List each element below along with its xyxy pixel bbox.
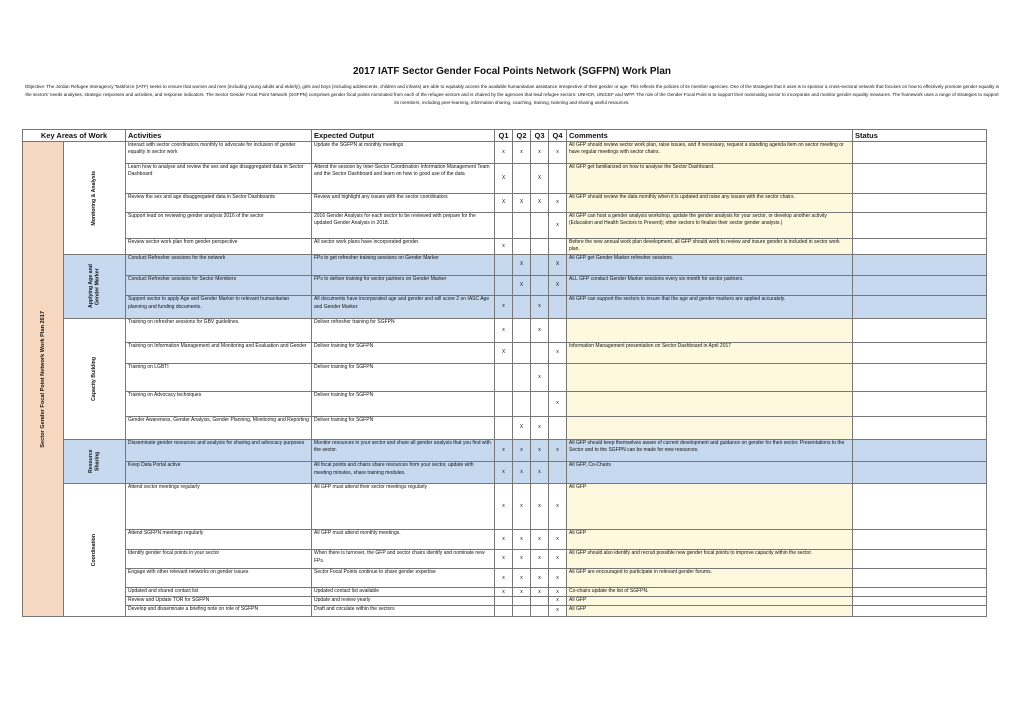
- activity-cell: Gender Awareness, Gender Analysis, Gender Planning, Monitoring and Reporting: [126, 416, 312, 439]
- expected-output-cell: FPs to deliver training for sector partners on Gender Marker: [312, 276, 495, 296]
- header-q2: Q2: [513, 130, 531, 142]
- table-row: [23, 164, 987, 194]
- table-row: [23, 597, 987, 605]
- expected-output-cell: When there is turnover, the GFP and sector chairs identify and nominate new FPs.: [312, 550, 495, 569]
- table-row: [23, 462, 987, 484]
- q1-mark-cell: X: [495, 164, 513, 194]
- plan-label-cell: [23, 142, 64, 617]
- q3-mark-cell: [531, 343, 549, 364]
- expected-output-cell: FPs to get refresher training sessions on Gender Marker: [312, 254, 495, 275]
- work-plan-table: [22, 129, 987, 617]
- expected-output-cell: Deliver training for SGFPN: [312, 343, 495, 364]
- table-row: [23, 364, 987, 392]
- q2-mark-cell: x: [513, 569, 531, 588]
- q2-mark-cell: [513, 318, 531, 342]
- q2-mark-cell: X: [513, 416, 531, 439]
- table-row: [23, 318, 987, 342]
- q1-mark-cell: X: [495, 194, 513, 213]
- key-area-cell: [64, 439, 126, 483]
- status-cell: [853, 439, 987, 462]
- q3-mark-cell: x: [531, 142, 549, 164]
- activity-cell: Conduct Refresher sessions for the network: [126, 254, 312, 275]
- key-area-label: Applying Age and Gender Marker: [88, 264, 101, 309]
- status-cell: [853, 597, 987, 605]
- q3-mark-cell: [531, 276, 549, 296]
- expected-output-cell: Review and highlight any issues with the sector coordinators: [312, 194, 495, 213]
- q1-mark-cell: [495, 213, 513, 239]
- table-row: [23, 569, 987, 588]
- status-cell: [853, 483, 987, 529]
- q4-mark-cell: x: [549, 343, 567, 364]
- q1-mark-cell: [495, 605, 513, 616]
- comment-cell: All GFP, Co-Chairs: [567, 462, 853, 484]
- comment-cell: All GFP: [567, 530, 853, 550]
- q4-mark-cell: X: [549, 254, 567, 275]
- document-title: 2017 IATF Sector Gender Focal Points Network (SGFPN) Work Plan: [352, 66, 672, 77]
- q2-mark-cell: X: [513, 276, 531, 296]
- comment-cell: All GFP should also identify and recruit possible new gender focal points to improve capacity within the sector.: [567, 550, 853, 569]
- q1-mark-cell: [495, 276, 513, 296]
- comment-cell: All GFP get familiarized on how to analyse the Sector Dashboard.: [567, 164, 853, 194]
- activity-cell: Training on refresher sessions for GBV guidelines.: [126, 318, 312, 342]
- status-cell: [853, 462, 987, 484]
- activity-cell: Disseminate gender resources and analysis for sharing and advocacy purposes: [126, 439, 312, 462]
- plan-label: Sector Gender Focal Point Network Work Plan 2017: [39, 310, 46, 448]
- activity-cell: Support sector to apply Age and Gender Marker to relevant humanitarian planning and funding documents.: [126, 296, 312, 318]
- q1-mark-cell: x: [495, 239, 513, 255]
- status-cell: [853, 416, 987, 439]
- expected-output-cell: Deliver training for SGFPN: [312, 364, 495, 392]
- q1-mark-cell: [495, 364, 513, 392]
- q2-mark-cell: x: [513, 142, 531, 164]
- table-row: [23, 343, 987, 364]
- expected-output-cell: Updated contact list available: [312, 588, 495, 597]
- q2-mark-cell: x: [513, 550, 531, 569]
- q3-mark-cell: X: [531, 194, 549, 213]
- comment-cell: All GFP: [567, 597, 853, 605]
- q2-mark-cell: x: [513, 483, 531, 529]
- comment-cell: All GFP can support the sectors to insure that the age and gender markers are applied accurately.: [567, 296, 853, 318]
- q3-mark-cell: x: [531, 569, 549, 588]
- key-area-label: Resource Sharing: [88, 449, 101, 474]
- table-row: [23, 142, 987, 164]
- activity-cell: Develop and disseminate a briefing note on role of SGFPN: [126, 605, 312, 616]
- q3-mark-cell: x: [531, 550, 549, 569]
- key-area-label: Monitoring & Analysis: [91, 170, 98, 226]
- q1-mark-cell: [495, 597, 513, 605]
- q4-mark-cell: [549, 462, 567, 484]
- table-row: [23, 416, 987, 439]
- q2-mark-cell: [513, 597, 531, 605]
- table-row: [23, 550, 987, 569]
- header-expected-output: Expected Output: [312, 130, 495, 142]
- expected-output-cell: Update and review yearly: [312, 597, 495, 605]
- q4-mark-cell: [549, 296, 567, 318]
- q3-mark-cell: X: [531, 164, 549, 194]
- expected-output-cell: Update the SGFPN at monthly meetings: [312, 142, 495, 164]
- q1-mark-cell: [495, 254, 513, 275]
- activity-cell: Identify gender focal points in your sector: [126, 550, 312, 569]
- comment-cell: All GFP: [567, 605, 853, 616]
- comment-cell: Information Management presentation on Sector Dashboard in April 2017: [567, 343, 853, 364]
- q4-mark-cell: x: [549, 194, 567, 213]
- q4-mark-cell: [549, 416, 567, 439]
- q1-mark-cell: x: [495, 318, 513, 342]
- q1-mark-cell: x: [495, 142, 513, 164]
- status-cell: [853, 296, 987, 318]
- status-cell: [853, 142, 987, 164]
- q1-mark-cell: x: [495, 569, 513, 588]
- q2-mark-cell: [513, 239, 531, 255]
- q1-mark-cell: x: [495, 550, 513, 569]
- comment-cell: All GFP should keep themselves aware of current development and guidance on gender for their sector. Presentations to the Sector and to the SGFPN can be made for new resources.: [567, 439, 853, 462]
- q3-mark-cell: [531, 605, 549, 616]
- activity-cell: Review and Update TOR for SGFPN: [126, 597, 312, 605]
- status-cell: [853, 213, 987, 239]
- q2-mark-cell: X: [513, 254, 531, 275]
- status-cell: [853, 318, 987, 342]
- table-row: [23, 296, 987, 318]
- expected-output-cell: Deliver refresher training for SGFPN: [312, 318, 495, 342]
- q4-mark-cell: x: [549, 142, 567, 164]
- q3-mark-cell: x: [531, 364, 549, 392]
- expected-output-cell: Sector Focal Points continue to share gender expertise: [312, 569, 495, 588]
- table-row: [23, 239, 987, 255]
- comment-cell: [567, 364, 853, 392]
- status-cell: [853, 194, 987, 213]
- status-cell: [853, 550, 987, 569]
- q2-mark-cell: [513, 213, 531, 239]
- q2-mark-cell: [513, 296, 531, 318]
- table-row: [23, 194, 987, 213]
- q2-mark-cell: x: [513, 462, 531, 484]
- activity-cell: Training on LGBTI: [126, 364, 312, 392]
- expected-output-cell: Deliver training for SGFPN: [312, 416, 495, 439]
- q3-mark-cell: x: [531, 296, 549, 318]
- header-comments: Comments: [567, 130, 853, 142]
- activity-cell: Training on Information Management and Monitoring and Evaluation and Gender: [126, 343, 312, 364]
- status-cell: [853, 276, 987, 296]
- header-q4: Q4: [549, 130, 567, 142]
- q4-mark-cell: X: [549, 276, 567, 296]
- status-cell: [853, 569, 987, 588]
- activity-cell: Attend sector meetings regularly: [126, 483, 312, 529]
- q3-mark-cell: [531, 254, 549, 275]
- comment-cell: All GFP should review sector work plan, raise issues, and if necessary, request a standing agenda item on sector meeting or have regular meetings with sector chairs.: [567, 142, 853, 164]
- status-cell: [853, 605, 987, 616]
- q4-mark-cell: x: [549, 439, 567, 462]
- q4-mark-cell: x: [549, 530, 567, 550]
- comment-cell: [567, 392, 853, 416]
- activity-cell: Keep Data Portal active: [126, 462, 312, 484]
- q3-mark-cell: x: [531, 439, 549, 462]
- q2-mark-cell: [513, 605, 531, 616]
- expected-output-cell: All documents have incorporated age and gender and will score 2 on IASC Age and Gender Marker.: [312, 296, 495, 318]
- table-row: [23, 276, 987, 296]
- expected-output-cell: All GFP must attend their sector meetings regularly: [312, 483, 495, 529]
- q1-mark-cell: x: [495, 462, 513, 484]
- comment-cell: ALL GFP conduct Gender Marker sessions every six month for sector partners.: [567, 276, 853, 296]
- q1-mark-cell: X: [495, 343, 513, 364]
- q2-mark-cell: [513, 343, 531, 364]
- q4-mark-cell: [549, 318, 567, 342]
- status-cell: [853, 530, 987, 550]
- activity-cell: Learn how to analyse and review the sex and age disaggregated data in Sector Dashboard: [126, 164, 312, 194]
- expected-output-cell: All sector work plans have incorporated gender.: [312, 239, 495, 255]
- q4-mark-cell: x: [549, 588, 567, 597]
- activity-cell: Attend SGFPN meetings regularly: [126, 530, 312, 550]
- comment-cell: All GFP should review the data monthly when it is updated and raise any issues with the sector chairs.: [567, 194, 853, 213]
- table-row: [23, 530, 987, 550]
- table-row: [23, 213, 987, 239]
- status-cell: [853, 343, 987, 364]
- key-area-cell: [64, 483, 126, 616]
- q2-mark-cell: [513, 164, 531, 194]
- expected-output-cell: Draft and circulate within the sectors: [312, 605, 495, 616]
- comment-cell: All GFP get Gender Marker refresher sessions.: [567, 254, 853, 275]
- q4-mark-cell: x: [549, 569, 567, 588]
- activity-cell: Support lead on reviewing gender analysis 2016 of the sector: [126, 213, 312, 239]
- q4-mark-cell: [549, 364, 567, 392]
- q4-mark-cell: [549, 164, 567, 194]
- header-status: Status: [853, 130, 987, 142]
- q1-mark-cell: [495, 416, 513, 439]
- expected-output-cell: Attend the session by Inter-Sector Coordination Information Management Team and the Sector Dashboard and learn on how to good use of the data: [312, 164, 495, 194]
- objective-text: Objective: The Jordan Refugee Interagency Taskforce (IATF) seeks to ensure that women and men (including young adults and elderly), girls and boys (including adolescents, children and infants) are able to equitably access the available humanitarian assistance irrespective of their gender or age. This reflects the policies of its member agencies. One of the strategies that it uses is to sponsor a cross-sectoral network that focuses on how to effectively promote gender equality in the sectors' needs analyses, strategic responses and activities, and response indicators. The Sector Gender Focal Point Network (SGFPN) comprises gender focal points nominated from each of the refugee sectors and is chaired by the agencies that lead refugee sectors: UNHCR, UNICEF and WFP. The role of the Gender Focal Point is to support their nominating sector to incorporate and monitor gender equality measures. The framework uses a range of strategies to support its members, including peer-learning, information sharing, coaching, training, twinning and sharing useful resources.: [24, 84, 1000, 106]
- expected-output-cell: Deliver training for SGFPN: [312, 392, 495, 416]
- status-cell: [853, 254, 987, 275]
- q3-mark-cell: x: [531, 462, 549, 484]
- table-row: [23, 605, 987, 616]
- key-area-cell: [64, 254, 126, 318]
- q2-mark-cell: x: [513, 588, 531, 597]
- activity-cell: Engage with other relevant networks on gender issues: [126, 569, 312, 588]
- q3-mark-cell: [531, 213, 549, 239]
- status-cell: [853, 588, 987, 597]
- comment-cell: All GFP are encouraged to participate in relevant gender forums.: [567, 569, 853, 588]
- comment-cell: [567, 416, 853, 439]
- activity-cell: Review the sex and age disaggregated data in Sector Dashboards: [126, 194, 312, 213]
- q1-mark-cell: x: [495, 530, 513, 550]
- q3-mark-cell: x: [531, 588, 549, 597]
- q3-mark-cell: [531, 392, 549, 416]
- q1-mark-cell: x: [495, 439, 513, 462]
- activity-cell: Training on Advocacy techniques: [126, 392, 312, 416]
- expected-output-cell: All GFP must attend monthly meetings.: [312, 530, 495, 550]
- key-area-label: Capacity Building: [91, 356, 98, 401]
- q2-mark-cell: [513, 392, 531, 416]
- q1-mark-cell: [495, 392, 513, 416]
- header-activities: Activities: [126, 130, 312, 142]
- activity-cell: Conduct Refresher sessions for Sector Members: [126, 276, 312, 296]
- header-key-areas: Key Areas of Work: [23, 130, 126, 142]
- q2-mark-cell: [513, 364, 531, 392]
- q3-mark-cell: x: [531, 416, 549, 439]
- comment-cell: All GFP: [567, 483, 853, 529]
- q3-mark-cell: x: [531, 530, 549, 550]
- comment-cell: [567, 318, 853, 342]
- table-header-row: [23, 130, 987, 142]
- key-area-cell: [64, 142, 126, 255]
- expected-output-cell: 2016 Gender Analysis for each sector to be reviewed with prepare for the updated Gender Analysis in 2018.: [312, 213, 495, 239]
- table-row: [23, 439, 987, 462]
- q2-mark-cell: x: [513, 439, 531, 462]
- q3-mark-cell: [531, 239, 549, 255]
- comment-cell: All GFP can host a gender analysis workshop, update the gender analysis for your sector, or develop another activity (Education and Health Sectors to Present); other sectors to finalize their sector gender analysis.): [567, 213, 853, 239]
- q4-mark-cell: x: [549, 483, 567, 529]
- q4-mark-cell: [549, 239, 567, 255]
- expected-output-cell: Monitor resources in your sector and share all gender analysis that you find with the sector.: [312, 439, 495, 462]
- status-cell: [853, 164, 987, 194]
- key-area-label: Coordination: [91, 533, 98, 566]
- header-q1: Q1: [495, 130, 513, 142]
- table-row: [23, 588, 987, 597]
- q3-mark-cell: x: [531, 483, 549, 529]
- q3-mark-cell: x: [531, 318, 549, 342]
- activity-cell: Updated and shared contact list: [126, 588, 312, 597]
- q4-mark-cell: x: [549, 392, 567, 416]
- q4-mark-cell: x: [549, 605, 567, 616]
- q1-mark-cell: x: [495, 483, 513, 529]
- activity-cell: Interact with sector coordinators monthly to advocate for inclusion of gender equality in sector work: [126, 142, 312, 164]
- status-cell: [853, 392, 987, 416]
- key-area-cell: [64, 318, 126, 439]
- status-cell: [853, 239, 987, 255]
- q1-mark-cell: x: [495, 588, 513, 597]
- header-q3: Q3: [531, 130, 549, 142]
- q2-mark-cell: X: [513, 194, 531, 213]
- q3-mark-cell: [531, 597, 549, 605]
- q4-mark-cell: x: [549, 213, 567, 239]
- q4-mark-cell: x: [549, 550, 567, 569]
- q2-mark-cell: x: [513, 530, 531, 550]
- table-row: [23, 483, 987, 529]
- table-row: [23, 254, 987, 275]
- table-row: [23, 392, 987, 416]
- comment-cell: Co-chairs update the list of SGFPN.: [567, 588, 853, 597]
- expected-output-cell: All focal points and chairs share resources from your sector, update with meeting minutes, share training modules.: [312, 462, 495, 484]
- activity-cell: Review sector work plan from gender perspective: [126, 239, 312, 255]
- q1-mark-cell: x: [495, 296, 513, 318]
- q4-mark-cell: x: [549, 597, 567, 605]
- status-cell: [853, 364, 987, 392]
- comment-cell: Before the new annual work plan development, all GFP should work to review and insure gender is included in sector work plan.: [567, 239, 853, 255]
